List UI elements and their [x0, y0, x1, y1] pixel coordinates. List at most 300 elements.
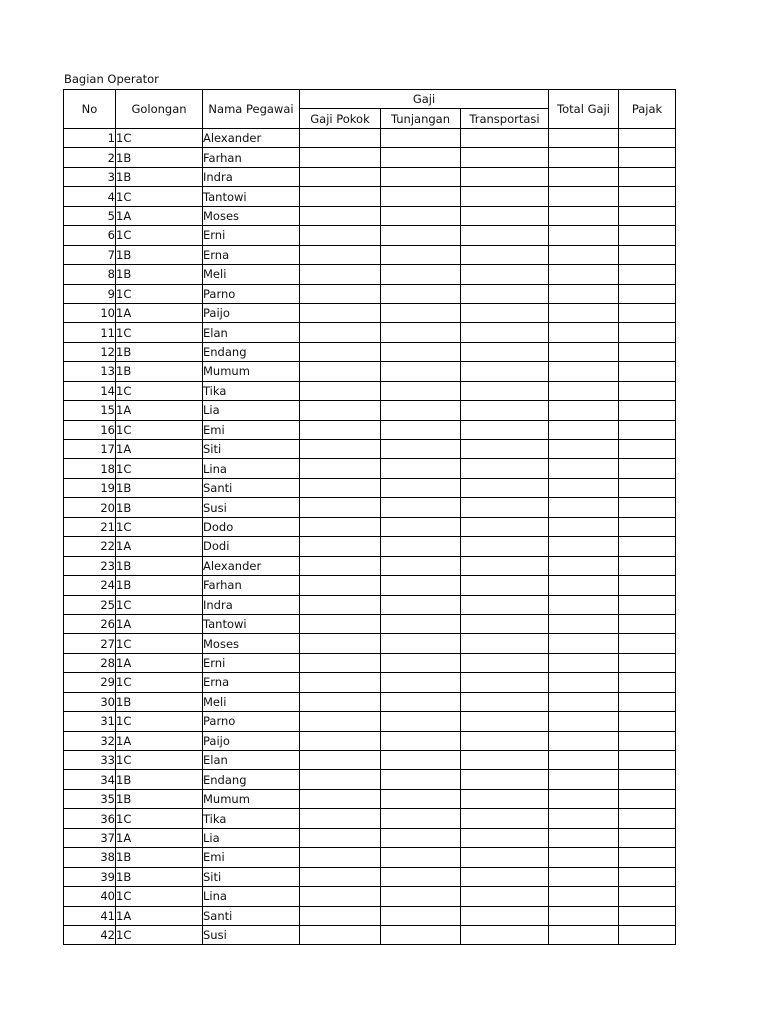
cell-golongan[interactable]: 1B	[116, 478, 203, 497]
cell-transportasi[interactable]	[461, 440, 549, 459]
cell-transportasi[interactable]	[461, 634, 549, 653]
cell-golongan[interactable]: 1C	[116, 381, 203, 400]
cell-pajak[interactable]	[619, 440, 676, 459]
cell-tunjangan[interactable]	[381, 906, 461, 925]
cell-nama-pegawai[interactable]: Alexander	[203, 129, 300, 148]
cell-nama-pegawai[interactable]: Tika	[203, 809, 300, 828]
cell-gaji-pokok[interactable]	[300, 284, 381, 303]
cell-no[interactable]: 14	[64, 381, 116, 400]
cell-gaji-pokok[interactable]	[300, 887, 381, 906]
cell-pajak[interactable]	[619, 770, 676, 789]
cell-golongan[interactable]: 1C	[116, 459, 203, 478]
cell-transportasi[interactable]	[461, 381, 549, 400]
cell-nama-pegawai[interactable]: Mumum	[203, 362, 300, 381]
cell-gaji-pokok[interactable]	[300, 556, 381, 575]
cell-golongan[interactable]: 1A	[116, 906, 203, 925]
cell-pajak[interactable]	[619, 828, 676, 847]
cell-transportasi[interactable]	[461, 828, 549, 847]
cell-tunjangan[interactable]	[381, 226, 461, 245]
cell-golongan[interactable]: 1B	[116, 556, 203, 575]
cell-gaji-pokok[interactable]	[300, 129, 381, 148]
cell-pajak[interactable]	[619, 381, 676, 400]
cell-transportasi[interactable]	[461, 478, 549, 497]
cell-pajak[interactable]	[619, 148, 676, 167]
cell-gaji-pokok[interactable]	[300, 401, 381, 420]
cell-tunjangan[interactable]	[381, 673, 461, 692]
cell-no[interactable]: 42	[64, 925, 116, 944]
cell-pajak[interactable]	[619, 265, 676, 284]
cell-gaji-pokok[interactable]	[300, 537, 381, 556]
cell-pajak[interactable]	[619, 906, 676, 925]
cell-no[interactable]: 4	[64, 187, 116, 206]
cell-tunjangan[interactable]	[381, 556, 461, 575]
cell-nama-pegawai[interactable]: Tika	[203, 381, 300, 400]
cell-transportasi[interactable]	[461, 809, 549, 828]
cell-transportasi[interactable]	[461, 614, 549, 633]
cell-nama-pegawai[interactable]: Lia	[203, 401, 300, 420]
cell-nama-pegawai[interactable]: Alexander	[203, 556, 300, 575]
cell-total-gaji[interactable]	[549, 440, 619, 459]
cell-gaji-pokok[interactable]	[300, 673, 381, 692]
cell-golongan[interactable]: 1C	[116, 420, 203, 439]
cell-nama-pegawai[interactable]: Paijo	[203, 303, 300, 322]
cell-transportasi[interactable]	[461, 401, 549, 420]
cell-total-gaji[interactable]	[549, 303, 619, 322]
cell-no[interactable]: 17	[64, 440, 116, 459]
cell-no[interactable]: 26	[64, 614, 116, 633]
cell-tunjangan[interactable]	[381, 245, 461, 264]
cell-nama-pegawai[interactable]: Endang	[203, 770, 300, 789]
cell-total-gaji[interactable]	[549, 673, 619, 692]
cell-pajak[interactable]	[619, 478, 676, 497]
cell-gaji-pokok[interactable]	[300, 206, 381, 225]
cell-total-gaji[interactable]	[549, 653, 619, 672]
cell-total-gaji[interactable]	[549, 634, 619, 653]
cell-no[interactable]: 16	[64, 420, 116, 439]
cell-total-gaji[interactable]	[549, 187, 619, 206]
cell-nama-pegawai[interactable]: Farhan	[203, 576, 300, 595]
cell-transportasi[interactable]	[461, 770, 549, 789]
cell-nama-pegawai[interactable]: Elan	[203, 751, 300, 770]
cell-total-gaji[interactable]	[549, 809, 619, 828]
cell-gaji-pokok[interactable]	[300, 809, 381, 828]
cell-nama-pegawai[interactable]: Tantowi	[203, 614, 300, 633]
cell-golongan[interactable]: 1C	[116, 712, 203, 731]
cell-no[interactable]: 35	[64, 789, 116, 808]
cell-gaji-pokok[interactable]	[300, 712, 381, 731]
cell-gaji-pokok[interactable]	[300, 362, 381, 381]
cell-golongan[interactable]: 1C	[116, 673, 203, 692]
cell-nama-pegawai[interactable]: Lina	[203, 887, 300, 906]
cell-no[interactable]: 40	[64, 887, 116, 906]
cell-no[interactable]: 3	[64, 167, 116, 186]
cell-nama-pegawai[interactable]: Lia	[203, 828, 300, 847]
cell-nama-pegawai[interactable]: Emi	[203, 420, 300, 439]
cell-total-gaji[interactable]	[549, 265, 619, 284]
cell-no[interactable]: 30	[64, 692, 116, 711]
cell-golongan[interactable]: 1A	[116, 828, 203, 847]
cell-tunjangan[interactable]	[381, 789, 461, 808]
cell-transportasi[interactable]	[461, 712, 549, 731]
cell-nama-pegawai[interactable]: Lina	[203, 459, 300, 478]
cell-transportasi[interactable]	[461, 459, 549, 478]
cell-total-gaji[interactable]	[549, 906, 619, 925]
cell-gaji-pokok[interactable]	[300, 167, 381, 186]
cell-gaji-pokok[interactable]	[300, 459, 381, 478]
cell-gaji-pokok[interactable]	[300, 770, 381, 789]
cell-golongan[interactable]: 1C	[116, 751, 203, 770]
cell-pajak[interactable]	[619, 789, 676, 808]
cell-golongan[interactable]: 1A	[116, 440, 203, 459]
cell-nama-pegawai[interactable]: Santi	[203, 478, 300, 497]
cell-nama-pegawai[interactable]: Tantowi	[203, 187, 300, 206]
cell-golongan[interactable]: 1B	[116, 265, 203, 284]
cell-no[interactable]: 27	[64, 634, 116, 653]
cell-transportasi[interactable]	[461, 906, 549, 925]
cell-pajak[interactable]	[619, 614, 676, 633]
cell-golongan[interactable]: 1B	[116, 692, 203, 711]
cell-pajak[interactable]	[619, 848, 676, 867]
cell-no[interactable]: 32	[64, 731, 116, 750]
cell-pajak[interactable]	[619, 167, 676, 186]
cell-gaji-pokok[interactable]	[300, 498, 381, 517]
cell-transportasi[interactable]	[461, 673, 549, 692]
cell-tunjangan[interactable]	[381, 323, 461, 342]
cell-gaji-pokok[interactable]	[300, 595, 381, 614]
cell-tunjangan[interactable]	[381, 887, 461, 906]
cell-no[interactable]: 8	[64, 265, 116, 284]
cell-golongan[interactable]: 1A	[116, 206, 203, 225]
cell-pajak[interactable]	[619, 537, 676, 556]
cell-pajak[interactable]	[619, 187, 676, 206]
cell-gaji-pokok[interactable]	[300, 342, 381, 361]
cell-tunjangan[interactable]	[381, 653, 461, 672]
cell-no[interactable]: 18	[64, 459, 116, 478]
cell-no[interactable]: 9	[64, 284, 116, 303]
cell-transportasi[interactable]	[461, 245, 549, 264]
cell-pajak[interactable]	[619, 634, 676, 653]
cell-transportasi[interactable]	[461, 751, 549, 770]
cell-transportasi[interactable]	[461, 556, 549, 575]
cell-no[interactable]: 24	[64, 576, 116, 595]
cell-no[interactable]: 13	[64, 362, 116, 381]
cell-total-gaji[interactable]	[549, 828, 619, 847]
cell-transportasi[interactable]	[461, 887, 549, 906]
cell-no[interactable]: 22	[64, 537, 116, 556]
cell-transportasi[interactable]	[461, 576, 549, 595]
cell-nama-pegawai[interactable]: Santi	[203, 906, 300, 925]
cell-no[interactable]: 2	[64, 148, 116, 167]
cell-total-gaji[interactable]	[549, 478, 619, 497]
cell-no[interactable]: 33	[64, 751, 116, 770]
cell-golongan[interactable]: 1B	[116, 167, 203, 186]
cell-gaji-pokok[interactable]	[300, 226, 381, 245]
cell-tunjangan[interactable]	[381, 634, 461, 653]
cell-gaji-pokok[interactable]	[300, 614, 381, 633]
cell-no[interactable]: 28	[64, 653, 116, 672]
cell-transportasi[interactable]	[461, 265, 549, 284]
cell-total-gaji[interactable]	[549, 226, 619, 245]
cell-nama-pegawai[interactable]: Meli	[203, 692, 300, 711]
cell-transportasi[interactable]	[461, 595, 549, 614]
cell-golongan[interactable]: 1B	[116, 770, 203, 789]
cell-total-gaji[interactable]	[549, 167, 619, 186]
cell-gaji-pokok[interactable]	[300, 751, 381, 770]
cell-gaji-pokok[interactable]	[300, 828, 381, 847]
cell-no[interactable]: 5	[64, 206, 116, 225]
cell-tunjangan[interactable]	[381, 478, 461, 497]
cell-tunjangan[interactable]	[381, 576, 461, 595]
cell-tunjangan[interactable]	[381, 440, 461, 459]
cell-no[interactable]: 20	[64, 498, 116, 517]
cell-golongan[interactable]: 1B	[116, 498, 203, 517]
cell-pajak[interactable]	[619, 653, 676, 672]
cell-transportasi[interactable]	[461, 498, 549, 517]
cell-nama-pegawai[interactable]: Siti	[203, 867, 300, 886]
cell-tunjangan[interactable]	[381, 751, 461, 770]
cell-golongan[interactable]: 1C	[116, 187, 203, 206]
cell-golongan[interactable]: 1B	[116, 148, 203, 167]
cell-tunjangan[interactable]	[381, 342, 461, 361]
cell-tunjangan[interactable]	[381, 712, 461, 731]
cell-gaji-pokok[interactable]	[300, 576, 381, 595]
cell-pajak[interactable]	[619, 712, 676, 731]
cell-transportasi[interactable]	[461, 323, 549, 342]
cell-tunjangan[interactable]	[381, 401, 461, 420]
cell-nama-pegawai[interactable]: Erna	[203, 245, 300, 264]
cell-pajak[interactable]	[619, 284, 676, 303]
cell-golongan[interactable]: 1C	[116, 595, 203, 614]
cell-total-gaji[interactable]	[549, 731, 619, 750]
cell-transportasi[interactable]	[461, 420, 549, 439]
cell-total-gaji[interactable]	[549, 789, 619, 808]
cell-golongan[interactable]: 1C	[116, 634, 203, 653]
cell-no[interactable]: 41	[64, 906, 116, 925]
cell-no[interactable]: 38	[64, 848, 116, 867]
cell-total-gaji[interactable]	[549, 342, 619, 361]
cell-nama-pegawai[interactable]: Indra	[203, 595, 300, 614]
cell-gaji-pokok[interactable]	[300, 789, 381, 808]
cell-pajak[interactable]	[619, 342, 676, 361]
cell-nama-pegawai[interactable]: Erna	[203, 673, 300, 692]
cell-no[interactable]: 39	[64, 867, 116, 886]
cell-no[interactable]: 31	[64, 712, 116, 731]
cell-tunjangan[interactable]	[381, 517, 461, 536]
cell-pajak[interactable]	[619, 206, 676, 225]
cell-transportasi[interactable]	[461, 226, 549, 245]
cell-transportasi[interactable]	[461, 167, 549, 186]
cell-pajak[interactable]	[619, 517, 676, 536]
cell-nama-pegawai[interactable]: Dodo	[203, 517, 300, 536]
cell-total-gaji[interactable]	[549, 556, 619, 575]
cell-gaji-pokok[interactable]	[300, 867, 381, 886]
cell-tunjangan[interactable]	[381, 206, 461, 225]
cell-tunjangan[interactable]	[381, 925, 461, 944]
cell-pajak[interactable]	[619, 556, 676, 575]
cell-no[interactable]: 37	[64, 828, 116, 847]
cell-transportasi[interactable]	[461, 206, 549, 225]
cell-tunjangan[interactable]	[381, 167, 461, 186]
cell-pajak[interactable]	[619, 692, 676, 711]
cell-golongan[interactable]: 1B	[116, 848, 203, 867]
cell-gaji-pokok[interactable]	[300, 187, 381, 206]
cell-tunjangan[interactable]	[381, 828, 461, 847]
cell-transportasi[interactable]	[461, 303, 549, 322]
cell-tunjangan[interactable]	[381, 187, 461, 206]
cell-tunjangan[interactable]	[381, 148, 461, 167]
cell-no[interactable]: 29	[64, 673, 116, 692]
cell-total-gaji[interactable]	[549, 206, 619, 225]
cell-golongan[interactable]: 1A	[116, 731, 203, 750]
cell-golongan[interactable]: 1B	[116, 342, 203, 361]
cell-total-gaji[interactable]	[549, 420, 619, 439]
cell-nama-pegawai[interactable]: Dodi	[203, 537, 300, 556]
cell-total-gaji[interactable]	[549, 887, 619, 906]
cell-golongan[interactable]: 1A	[116, 537, 203, 556]
cell-golongan[interactable]: 1C	[116, 809, 203, 828]
cell-pajak[interactable]	[619, 498, 676, 517]
cell-total-gaji[interactable]	[549, 245, 619, 264]
cell-pajak[interactable]	[619, 362, 676, 381]
cell-pajak[interactable]	[619, 925, 676, 944]
cell-transportasi[interactable]	[461, 789, 549, 808]
cell-nama-pegawai[interactable]: Elan	[203, 323, 300, 342]
cell-no[interactable]: 23	[64, 556, 116, 575]
cell-golongan[interactable]: 1B	[116, 362, 203, 381]
cell-nama-pegawai[interactable]: Susi	[203, 925, 300, 944]
cell-nama-pegawai[interactable]: Meli	[203, 265, 300, 284]
cell-tunjangan[interactable]	[381, 595, 461, 614]
cell-nama-pegawai[interactable]: Moses	[203, 634, 300, 653]
cell-total-gaji[interactable]	[549, 517, 619, 536]
cell-no[interactable]: 12	[64, 342, 116, 361]
cell-total-gaji[interactable]	[549, 537, 619, 556]
cell-total-gaji[interactable]	[549, 576, 619, 595]
cell-gaji-pokok[interactable]	[300, 478, 381, 497]
cell-nama-pegawai[interactable]: Farhan	[203, 148, 300, 167]
cell-no[interactable]: 36	[64, 809, 116, 828]
cell-nama-pegawai[interactable]: Parno	[203, 284, 300, 303]
cell-total-gaji[interactable]	[549, 459, 619, 478]
cell-tunjangan[interactable]	[381, 537, 461, 556]
cell-pajak[interactable]	[619, 809, 676, 828]
cell-tunjangan[interactable]	[381, 692, 461, 711]
cell-pajak[interactable]	[619, 867, 676, 886]
cell-golongan[interactable]: 1A	[116, 614, 203, 633]
cell-nama-pegawai[interactable]: Indra	[203, 167, 300, 186]
cell-golongan[interactable]: 1B	[116, 576, 203, 595]
cell-total-gaji[interactable]	[549, 925, 619, 944]
cell-tunjangan[interactable]	[381, 420, 461, 439]
cell-pajak[interactable]	[619, 226, 676, 245]
cell-pajak[interactable]	[619, 576, 676, 595]
cell-total-gaji[interactable]	[549, 867, 619, 886]
cell-no[interactable]: 19	[64, 478, 116, 497]
cell-transportasi[interactable]	[461, 653, 549, 672]
cell-transportasi[interactable]	[461, 187, 549, 206]
cell-total-gaji[interactable]	[549, 401, 619, 420]
cell-tunjangan[interactable]	[381, 809, 461, 828]
cell-transportasi[interactable]	[461, 129, 549, 148]
cell-gaji-pokok[interactable]	[300, 692, 381, 711]
cell-gaji-pokok[interactable]	[300, 440, 381, 459]
cell-pajak[interactable]	[619, 459, 676, 478]
cell-tunjangan[interactable]	[381, 498, 461, 517]
cell-pajak[interactable]	[619, 751, 676, 770]
cell-nama-pegawai[interactable]: Erni	[203, 226, 300, 245]
cell-golongan[interactable]: 1C	[116, 925, 203, 944]
cell-tunjangan[interactable]	[381, 265, 461, 284]
cell-no[interactable]: 21	[64, 517, 116, 536]
cell-nama-pegawai[interactable]: Mumum	[203, 789, 300, 808]
cell-no[interactable]: 7	[64, 245, 116, 264]
cell-golongan[interactable]: 1C	[116, 517, 203, 536]
cell-nama-pegawai[interactable]: Moses	[203, 206, 300, 225]
cell-transportasi[interactable]	[461, 517, 549, 536]
cell-golongan[interactable]: 1C	[116, 129, 203, 148]
cell-golongan[interactable]: 1B	[116, 867, 203, 886]
cell-no[interactable]: 10	[64, 303, 116, 322]
cell-tunjangan[interactable]	[381, 731, 461, 750]
cell-golongan[interactable]: 1B	[116, 245, 203, 264]
cell-total-gaji[interactable]	[549, 129, 619, 148]
cell-tunjangan[interactable]	[381, 614, 461, 633]
cell-golongan[interactable]: 1A	[116, 653, 203, 672]
cell-gaji-pokok[interactable]	[300, 245, 381, 264]
cell-total-gaji[interactable]	[549, 614, 619, 633]
cell-total-gaji[interactable]	[549, 323, 619, 342]
cell-nama-pegawai[interactable]: Paijo	[203, 731, 300, 750]
cell-total-gaji[interactable]	[549, 595, 619, 614]
cell-gaji-pokok[interactable]	[300, 420, 381, 439]
cell-gaji-pokok[interactable]	[300, 925, 381, 944]
cell-pajak[interactable]	[619, 129, 676, 148]
cell-nama-pegawai[interactable]: Erni	[203, 653, 300, 672]
cell-pajak[interactable]	[619, 323, 676, 342]
cell-nama-pegawai[interactable]: Emi	[203, 848, 300, 867]
cell-total-gaji[interactable]	[549, 498, 619, 517]
cell-golongan[interactable]: 1C	[116, 323, 203, 342]
cell-transportasi[interactable]	[461, 731, 549, 750]
cell-total-gaji[interactable]	[549, 381, 619, 400]
cell-pajak[interactable]	[619, 673, 676, 692]
cell-transportasi[interactable]	[461, 848, 549, 867]
cell-nama-pegawai[interactable]: Susi	[203, 498, 300, 517]
cell-gaji-pokok[interactable]	[300, 653, 381, 672]
cell-no[interactable]: 11	[64, 323, 116, 342]
cell-gaji-pokok[interactable]	[300, 323, 381, 342]
cell-pajak[interactable]	[619, 420, 676, 439]
cell-gaji-pokok[interactable]	[300, 848, 381, 867]
cell-gaji-pokok[interactable]	[300, 381, 381, 400]
cell-transportasi[interactable]	[461, 537, 549, 556]
cell-transportasi[interactable]	[461, 692, 549, 711]
cell-transportasi[interactable]	[461, 362, 549, 381]
cell-tunjangan[interactable]	[381, 848, 461, 867]
cell-pajak[interactable]	[619, 401, 676, 420]
cell-total-gaji[interactable]	[549, 362, 619, 381]
cell-tunjangan[interactable]	[381, 459, 461, 478]
cell-total-gaji[interactable]	[549, 848, 619, 867]
cell-golongan[interactable]: 1A	[116, 303, 203, 322]
cell-golongan[interactable]: 1C	[116, 226, 203, 245]
cell-transportasi[interactable]	[461, 148, 549, 167]
cell-no[interactable]: 1	[64, 129, 116, 148]
cell-tunjangan[interactable]	[381, 303, 461, 322]
cell-total-gaji[interactable]	[549, 770, 619, 789]
cell-gaji-pokok[interactable]	[300, 906, 381, 925]
cell-tunjangan[interactable]	[381, 362, 461, 381]
